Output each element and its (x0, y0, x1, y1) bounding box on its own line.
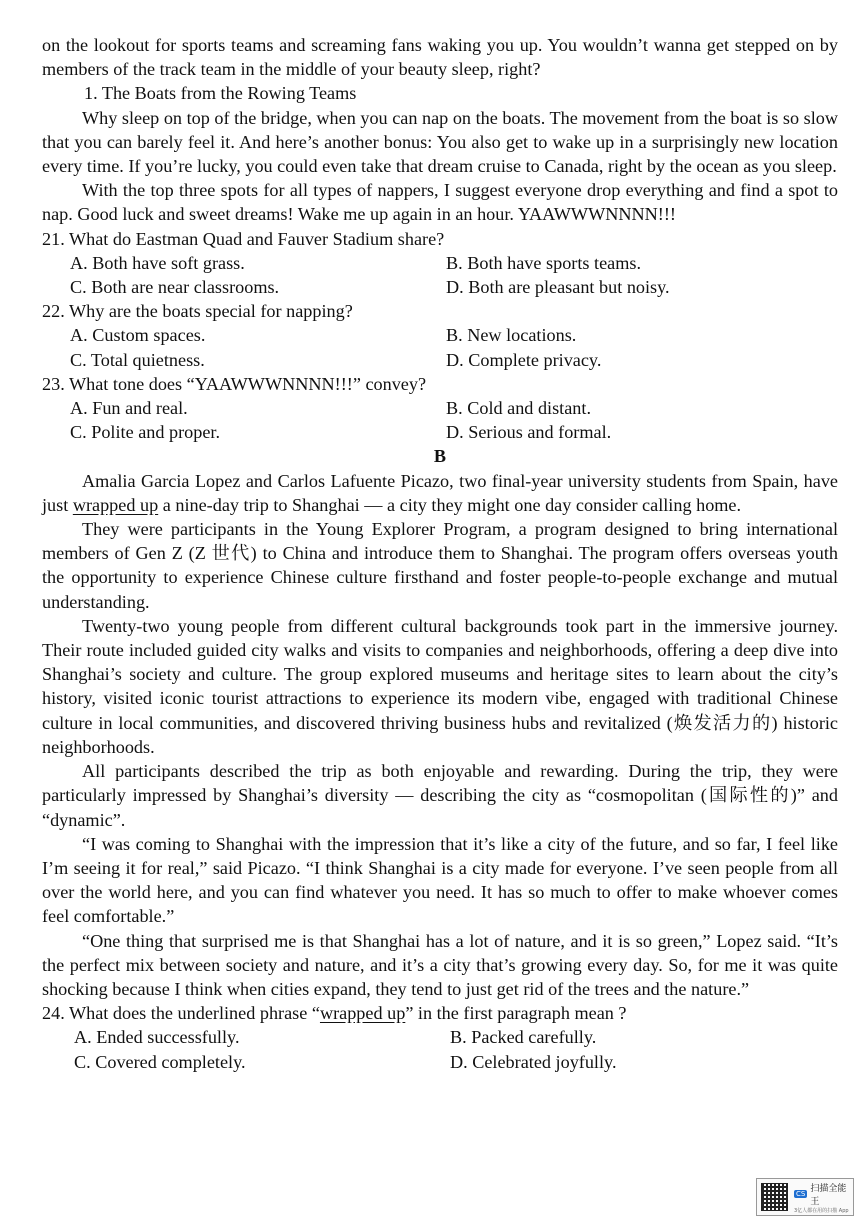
intro-paragraph-1: on the lookout for sports teams and screaming fans waking you up. You wouldn’t wanna get stepped on by members of the track team in the middle of your beauty sleep, right? (42, 35, 838, 80)
option-c: C. Total quietness. (70, 349, 205, 370)
passage-b-paragraph-4: All participants described the trip as both enjoyable and rewarding. During the trip, they were particularly impressed by Shanghai’s diversity — describing the city as “cosmopolitan (国际性的)” and “dynamic”. (42, 761, 838, 830)
watermark-brand (794, 1181, 853, 1214)
option-b: B. Both have sports teams. (446, 252, 641, 273)
text-span: a nine-day trip to Shanghai — a city they might one day consider calling home. (158, 494, 742, 515)
intro-paragraph-2: Why sleep on top of the bridge, when you can nap on the boats. The movement from the boat is so slow that you can barely feel it. And here’s another bonus: You also get to wake up in a surprisingly new location every time. If you’re lucky, you could even take that dream cruise to Canada, right by the ocean as you sleep. (42, 107, 838, 177)
option-a: A. Ended successfully. (74, 1027, 240, 1048)
option-c: C. Covered completely. (74, 1051, 246, 1072)
qr-code-icon (761, 1183, 788, 1211)
option-b: B. New locations. (446, 325, 577, 346)
option-d: D. Celebrated joyfully. (450, 1051, 617, 1072)
option-a: A. Fun and real. (70, 398, 188, 419)
intro-paragraph-3: With the top three spots for all types of nappers, I suggest everyone drop everything and find a spot to nap. Good luck and sweet dreams! Wake me up again in an hour. YAAWWWNNNN!!! (42, 180, 838, 225)
question-stem: 22. Why are the boats special for napping? (42, 301, 353, 322)
text-span: 24. What does the underlined phrase “ (42, 1003, 320, 1024)
section-b-label: B (433, 446, 447, 467)
passage-b-paragraph-5: “I was coming to Shanghai with the impression that it’s like a city of the future, and so far, I feel like I’m seeing it for real,” said Picazo. “I think Shanghai is a city made for everyone. I’ve seen people from all over the world here, and you can find whatever you need. It has so much to offer to make whoever comes feel comfortable.” (42, 833, 838, 927)
option-c: C. Both are near classrooms. (70, 277, 280, 298)
watermark-brand-name: 扫描全能王 (810, 1183, 847, 1207)
question-stem: 21. What do Eastman Quad and Fauver Stadium share? (42, 228, 445, 249)
option-c: C. Polite and proper. (70, 422, 221, 443)
question-23 (42, 372, 838, 445)
option-a: A. Both have soft grass. (70, 252, 245, 273)
option-d: D. Serious and formal. (446, 422, 612, 443)
watermark-tagline: 3亿人都在用的扫描 App (794, 1207, 849, 1214)
option-a: A. Custom spaces. (70, 325, 206, 346)
underlined-phrase: wrapped up (72, 494, 159, 515)
underlined-phrase: wrapped up (319, 1003, 406, 1024)
text-span: Amalia Garcia Lopez and Carlos Lafuente Picazo, two final-year university students from Spain, have just (42, 470, 838, 515)
question-stem (42, 1001, 838, 1025)
exam-page (42, 33, 838, 1074)
question-22 (42, 299, 838, 372)
passage-b-paragraph-6: “One thing that surprised me is that Shanghai has a lot of nature, and it is so green,” Lopez said. “It’s the perfect mix between society and nature, and it’s a city that’s growing every day. So, for me it was quite shocking because I think when cities expand, they tend to just get rid of the trees and the nature.” (42, 930, 838, 999)
scanner-watermark (756, 1178, 854, 1216)
question-24 (42, 1001, 838, 1074)
passage-b-paragraph-3: Twenty-two young people from different cultural backgrounds took part in the immersive journey. Their route included guided city walks and visits to companies and neighborhoods, offering a deep dive into Shanghai’s society and culture. The group explored museums and heritage sites to learn about the city’s history, visited iconic tourist attractions to experience its modern vibe, engaged with traditional Chinese culture in local communities, and discovered thriving business hubs and revitalized (焕发活力的) historic neighborhoods. (42, 615, 838, 757)
cs-logo-icon: CS (796, 1189, 806, 1198)
option-d: D. Complete privacy. (446, 349, 602, 370)
question-stem: 23. What tone does “YAAWWWNNNN!!!” convey? (42, 373, 427, 394)
question-21 (42, 227, 838, 300)
passage-b-paragraph-1 (42, 469, 838, 517)
option-b: B. Packed carefully. (450, 1027, 597, 1048)
option-b: B. Cold and distant. (446, 398, 591, 419)
option-d: D. Both are pleasant but noisy. (446, 277, 670, 298)
passage-b-paragraph-2: They were participants in the Young Explorer Program, a program designed to bring international members of Gen Z (Z 世代) to China and introduce them to Shanghai. The program offers overseas youth the opportunity to experience Chinese culture firsthand and foster people-to-people exchange and mutual understanding. (42, 519, 838, 612)
text-span: ” in the first paragraph mean ? (405, 1003, 627, 1024)
section-heading-rowing-boats: 1. The Boats from the Rowing Teams (84, 83, 357, 104)
